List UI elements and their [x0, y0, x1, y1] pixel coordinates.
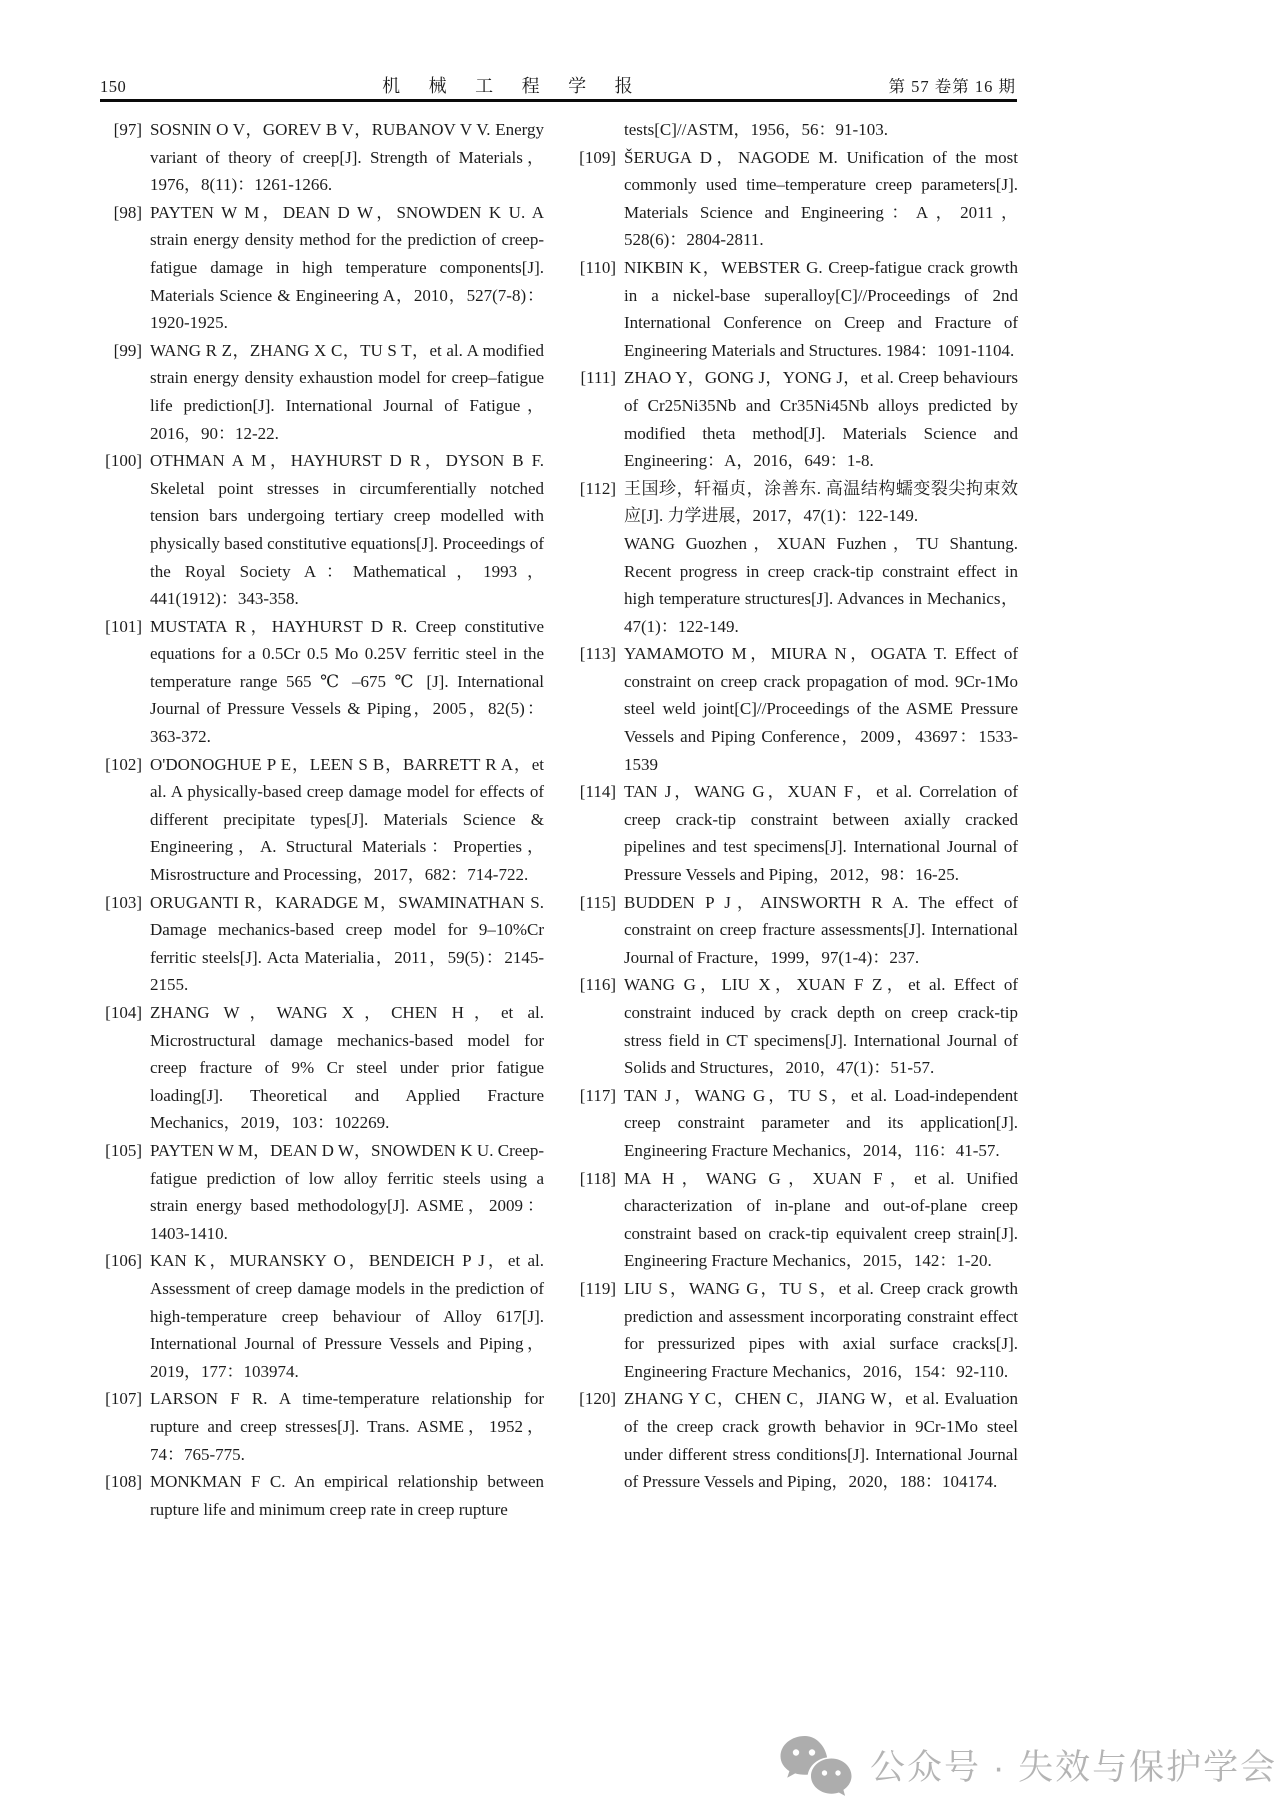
- reference-item: [104, 999, 544, 1137]
- reference-number: [113]: [579, 644, 616, 664]
- reference-paragraph: WANG Guozhen，XUAN Fuzhen，TU Shantung. Recent progress in creep crack-tip constraint effect in high temperature structures[J]. Advances in Mechanics，47(1)：122-149.: [624, 533, 1018, 636]
- reference-item: [578, 889, 1018, 972]
- reference-paragraph: O'DONOGHUE P E，LEEN S B，BARRETT R A，et al. A physically-based creep damage model for effects of different precipitate types[J]. Materials Science & Engineering，A. Structural Materials：Properties，Misrostructure and Processing，2017，682：714-722.: [150, 754, 544, 885]
- reference-number: [105]: [105, 1140, 142, 1160]
- reference-item: [104, 116, 544, 199]
- reference-item: [578, 475, 1018, 641]
- references-column-right: [578, 116, 1018, 1523]
- reference-item: [104, 613, 544, 751]
- references-column-left: [104, 116, 544, 1523]
- reference-number: [106]: [105, 1251, 142, 1271]
- reference-paragraph: MA H，WANG G，XUAN F，et al. Unified characterization of in-plane and out-of-plane creep constraint based on crack-tip equivalent creep strain[J]. Engineering Fracture Mechanics，2015，142：1-20.: [624, 1168, 1018, 1271]
- journal-title: 机 械 工 程 学 报: [382, 76, 645, 96]
- reference-item: [104, 1468, 544, 1523]
- reference-text: [624, 1082, 1018, 1165]
- reference-paragraph: OTHMAN A M，HAYHURST D R，DYSON B F. Skeletal point stresses in circumferentially notched tension bars undergoing tertiary creep modelled with physically based constitutive equations[J]. Proceedings of the Royal Society A：Mathematical，1993，441(1912)：343-358.: [150, 451, 544, 609]
- reference-item: [104, 199, 544, 337]
- reference-text: [150, 751, 544, 889]
- reference-text: [624, 971, 1018, 1081]
- watermark-label: 公众号 · 失效与保护学会: [870, 1748, 1278, 1787]
- reference-paragraph: MONKMAN F C. An empirical relationship between rupture life and minimum creep rate in creep rupture: [150, 1472, 544, 1519]
- reference-text: [624, 1165, 1018, 1275]
- reference-number: [115]: [579, 892, 616, 912]
- reference-text: [150, 1137, 544, 1247]
- reference-paragraph: WANG G，LIU X，XUAN F Z，et al. Effect of constraint induced by crack depth on creep crack-tip stress field in CT specimens[J]. International Journal of Solids and Structures，2010，47(1)：51-57.: [624, 975, 1018, 1078]
- reference-item: [578, 364, 1018, 474]
- reference-paragraph: BUDDEN P J，AINSWORTH R A. The effect of constraint on creep fracture assessments[J]. International Journal of Fracture，1999，97(1-4)：237.: [624, 892, 1018, 967]
- reference-item: [578, 640, 1018, 778]
- reference-text: [150, 999, 544, 1137]
- issue-info: 第 57 卷第 16 期: [888, 77, 1016, 96]
- reference-number: [111]: [580, 368, 616, 388]
- reference-item: [578, 1165, 1018, 1275]
- reference-paragraph: YAMAMOTO M，MIURA N，OGATA T. Effect of constraint on creep crack propagation of mod. 9Cr-1Mo steel weld joint[C]//Proceedings of the ASME Pressure Vessels and Piping Conference，2009，43697：1533-1539: [624, 644, 1018, 774]
- reference-number: [109]: [579, 147, 616, 167]
- reference-paragraph: PAYTEN W M，DEAN D W，SNOWDEN K U. Creep-fatigue prediction of low alloy ferritic steels using a strain energy based methodology[J]. ASME，2009：1403-1410.: [150, 1140, 544, 1243]
- reference-number: [578, 116, 624, 144]
- reference-text: [624, 1275, 1018, 1385]
- wechat-icon: [778, 1734, 854, 1796]
- header-rule: [100, 99, 1017, 102]
- reference-number: [110]: [579, 257, 616, 277]
- reference-paragraph: ZHAO Y，GONG J，YONG J，et al. Creep behaviours of Cr25Ni35Nb and Cr35Ni45Nb alloys predicted by modified theta method[J]. Materials Science and Engineering：A，2016，649：1-8.: [624, 368, 1018, 471]
- reference-number: [112]: [579, 478, 616, 498]
- reference-text: [150, 447, 544, 613]
- reference-item: [578, 778, 1018, 888]
- page-number: 150: [100, 77, 127, 96]
- reference-text: [624, 254, 1018, 364]
- reference-number: [103]: [105, 892, 142, 912]
- reference-item: [578, 254, 1018, 364]
- reference-paragraph: NIKBIN K，WEBSTER G. Creep-fatigue crack growth in a nickel-base superalloy[C]//Proceedings of 2nd International Conference on Creep and Fracture of Engineering Materials and Structures. 1984：1091-1104.: [624, 257, 1018, 360]
- reference-paragraph: LIU S，WANG G，TU S，et al. Creep crack growth prediction and assessment incorporating constraint effect for pressurized pipes with axial surface cracks[J]. Engineering Fracture Mechanics，2016，154：92-110.: [624, 1278, 1018, 1381]
- reference-paragraph: ZHANG Y C，CHEN C，JIANG W，et al. Evaluation of the creep crack growth behavior in 9Cr-1Mo steel under different stress conditions[J]. International Journal of Pressure Vessels and Piping，2020，188：104174.: [624, 1389, 1018, 1492]
- reference-text: [150, 116, 544, 199]
- reference-paragraph: PAYTEN W M，DEAN D W，SNOWDEN K U. A strain energy density method for the prediction of creep-fatigue damage in high temperature components[J]. Materials Science & Engineering A，2010，527(7-8)：1920-1925.: [150, 202, 544, 333]
- reference-paragraph: TAN J，WANG G，XUAN F，et al. Correlation of creep crack-tip constraint between axially cracked pipelines and test specimens[J]. International Journal of Pressure Vessels and Piping，2012，98：16-25.: [624, 782, 1018, 885]
- reference-number: [104]: [105, 1003, 142, 1022]
- reference-number: [99]: [113, 340, 142, 360]
- reference-item: [104, 1385, 544, 1468]
- reference-text: [150, 1247, 544, 1385]
- reference-text: [150, 1385, 544, 1468]
- reference-item: [104, 889, 544, 999]
- reference-paragraph: TAN J，WANG G，TU S，et al. Load-independent creep constraint parameter and its application[J]. Engineering Fracture Mechanics，2014，116：41-57.: [624, 1085, 1018, 1160]
- reference-paragraph: ZHANG W，WANG X，CHEN H，et al. Microstructural damage mechanics-based model for creep fracture of 9% Cr steel under prior fatigue loading[J]. Theoretical and Applied Fracture Mechanics，2019，103：102269.: [150, 1003, 544, 1133]
- reference-text: [150, 1468, 544, 1523]
- reference-item: [104, 447, 544, 613]
- reference-number: [101]: [105, 616, 142, 636]
- reference-number: [119]: [579, 1278, 616, 1298]
- reference-text: [624, 364, 1018, 474]
- reference-paragraph: ORUGANTI R，KARADGE M，SWAMINATHAN S. Damage mechanics-based creep model for 9–10%Cr ferritic steels[J]. Acta Materialia，2011，59(5)：2145-2155.: [150, 892, 544, 995]
- reference-number: [97]: [113, 120, 142, 139]
- reference-text: [150, 613, 544, 751]
- reference-number: [98]: [113, 202, 142, 222]
- reference-text: [150, 199, 544, 337]
- reference-paragraph: WANG R Z，ZHANG X C，TU S T，et al. A modified strain energy density exhaustion model for creep–fatigue life prediction[J]. International Journal of Fatigue，2016，90：12-22.: [150, 340, 544, 443]
- reference-paragraph: MUSTATA R，HAYHURST D R. Creep constitutive equations for a 0.5Cr 0.5 Mo 0.25V ferritic steel in the temperature range 565 ℃ –675 ℃ [J]. International Journal of Pressure Vessels & Piping，2005，82(5)：363-372.: [150, 616, 544, 747]
- reference-text: [624, 1385, 1018, 1495]
- reference-text: [624, 778, 1018, 888]
- reference-number: [100]: [105, 451, 142, 471]
- reference-item: [578, 1275, 1018, 1385]
- reference-text: [624, 475, 1018, 641]
- reference-paragraph: tests[C]//ASTM，1956，56：91-103.: [624, 120, 888, 139]
- reference-text: [624, 144, 1018, 254]
- reference-paragraph: ŠERUGA D，NAGODE M. Unification of the most commonly used time–temperature creep parameters[J]. Materials Science and Engineering：A，2011，528(6)：2804-2811.: [624, 147, 1018, 250]
- reference-number: [117]: [579, 1085, 616, 1105]
- reference-item: [104, 751, 544, 889]
- reference-text: [624, 640, 1018, 778]
- reference-paragraph: LARSON F R. A time-temperature relationship for rupture and creep stresses[J]. Trans. ASME，1952，74：765-775.: [150, 1389, 544, 1464]
- reference-text: [150, 337, 544, 447]
- reference-item: [578, 1385, 1018, 1495]
- reference-number: [118]: [579, 1168, 616, 1188]
- reference-number: [108]: [105, 1472, 142, 1492]
- reference-number: [120]: [579, 1389, 616, 1409]
- reference-number: [102]: [105, 754, 142, 774]
- reference-text: [624, 116, 1018, 144]
- reference-number: [116]: [579, 975, 616, 995]
- reference-paragraph: SOSNIN O V，GOREV B V，RUBANOV V V. Energy variant of theory of creep[J]. Strength of Materials，1976，8(11)：1261-1266.: [150, 120, 544, 195]
- reference-text: [150, 889, 544, 999]
- reference-item: [104, 1137, 544, 1247]
- reference-number: [114]: [579, 782, 616, 802]
- reference-item: [104, 1247, 544, 1385]
- reference-item: [104, 337, 544, 447]
- reference-number: [107]: [105, 1389, 142, 1409]
- references-section: [104, 116, 1018, 1523]
- reference-text: [624, 889, 1018, 972]
- watermark: [778, 1734, 1277, 1796]
- reference-item: [578, 971, 1018, 1081]
- reference-paragraph: 王国珍，轩福贞，涂善东. 高温结构蠕变裂尖拘束效应[J]. 力学进展，2017，47(1)：122-149.: [624, 478, 1018, 526]
- page-header: [100, 72, 1016, 98]
- reference-item: [578, 116, 1018, 144]
- reference-item: [578, 144, 1018, 254]
- reference-paragraph: KAN K，MURANSKY O，BENDEICH P J，et al. Assessment of creep damage models in the prediction of high-temperature creep behaviour of Alloy 617[J]. International Journal of Pressure Vessels and Piping，2019，177：103974.: [150, 1251, 544, 1381]
- reference-item: [578, 1082, 1018, 1165]
